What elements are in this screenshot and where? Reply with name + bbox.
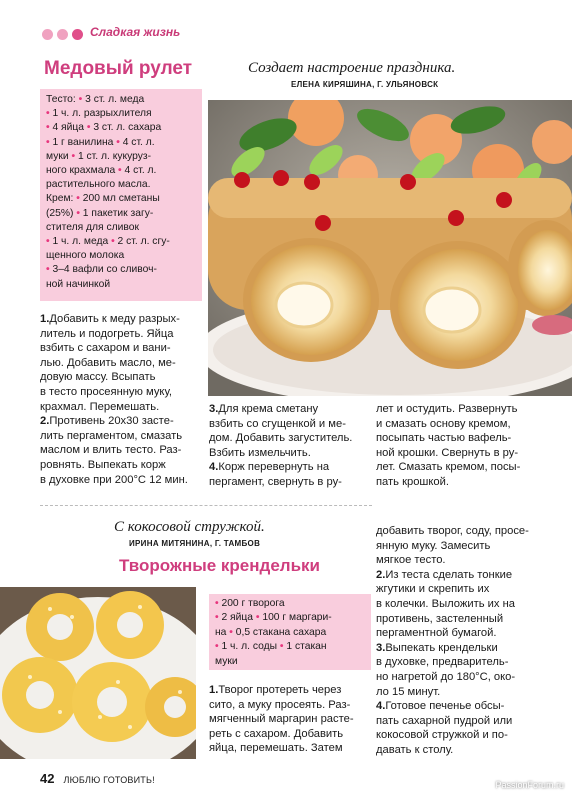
recipe1-steps-column1 <box>40 312 200 487</box>
step-line <box>376 568 544 583</box>
bullet-icon: • <box>46 236 50 248</box>
bullet-icon: • <box>46 136 50 148</box>
ingredient-text: щенного молока <box>46 250 125 262</box>
ingredient-line <box>215 611 365 625</box>
recipe1-steps-column2 <box>209 402 369 490</box>
step-text: взбить с сахаром и вани- <box>40 342 171 355</box>
ingredient-text: 200 мл сметаны <box>79 193 160 205</box>
bullet-icon: • <box>46 108 50 120</box>
step-text: крахмал. Перемешать. <box>40 400 160 413</box>
ingredient-line <box>46 136 196 150</box>
step-line <box>376 402 544 417</box>
step-line <box>376 685 544 700</box>
magazine-name: ЛЮБЛЮ ГОТОВИТЬ! <box>63 775 155 785</box>
ingredient-text: на <box>215 626 230 638</box>
step-number: 3. <box>209 403 219 415</box>
step-line <box>376 582 544 597</box>
bullet-icon: • <box>78 94 83 105</box>
ingredient-text: 3–4 вафли со сливоч- <box>49 264 157 276</box>
step-text: мягченный маргарин расте- <box>209 713 354 726</box>
step-text: посыпать частью вафель- <box>376 432 512 445</box>
step-line <box>376 460 544 475</box>
step-line <box>376 743 544 758</box>
recipe1-steps-column3 <box>376 402 544 490</box>
ingredient-text: 0,5 стакана сахара <box>232 626 327 638</box>
step-line <box>376 612 544 627</box>
ingredient-text: 2 ст. л. сгу- <box>114 236 170 248</box>
ingredient-line <box>46 178 196 192</box>
step-line <box>376 641 544 656</box>
watermark: PassionForum.ru <box>495 780 564 790</box>
step-line <box>209 460 369 475</box>
ingredient-line <box>46 107 196 121</box>
recipe2-steps-column1 <box>209 683 369 756</box>
roll-photo <box>208 100 572 396</box>
ingredient-text: 1 ст. л. кукуруз- <box>75 150 152 162</box>
ingredient-line <box>215 640 365 654</box>
bullet-icon: • <box>71 150 76 162</box>
bullet-icon: • <box>215 641 219 653</box>
recipe1-title: Медовый рулет <box>44 58 193 79</box>
step-text: Творог протереть через <box>218 684 342 696</box>
step-text: кокосовой стружкой и по- <box>376 729 508 742</box>
recipe2-subtitle: С кокосовой стружкой. <box>114 519 265 535</box>
ingredient-line <box>46 278 196 292</box>
step-text: ной крошки. Свернуть в ру- <box>376 446 519 459</box>
bullet-icon: • <box>255 612 260 624</box>
ingredient-line <box>46 164 196 178</box>
step-text: пать сахарной пудрой или <box>376 714 513 727</box>
ingredient-text: 1 ч. л. меда <box>49 236 112 248</box>
ingredient-text: 1 ч. л. соды <box>218 641 280 653</box>
ingredient-text: стителя для сливок <box>46 221 139 233</box>
step-line <box>376 728 544 743</box>
ingredient-text: 3 ст. л. меда <box>82 94 145 105</box>
bullet-icon: • <box>76 207 80 219</box>
ingredient-line <box>46 93 196 107</box>
step-line <box>40 414 200 429</box>
bullet-icon: • <box>46 264 50 276</box>
step-line <box>376 553 544 568</box>
step-text: ровнять. Выпекать корж <box>40 458 166 471</box>
step-number: 4. <box>376 700 386 713</box>
step-text: реть с сахаром. Добавить <box>209 727 344 740</box>
ingredient-line <box>46 121 196 135</box>
step-line <box>40 356 200 371</box>
ingredient-text: Крем: <box>46 193 77 205</box>
step-line <box>40 341 200 356</box>
step-text: Готовое печенье обсы- <box>385 700 505 713</box>
bullet-icon: • <box>76 193 80 205</box>
step-text: Корж перевернуть на <box>218 461 330 474</box>
step-text: литель и подогреть. Яйца <box>40 327 174 340</box>
pretzel-photo <box>0 587 196 759</box>
step-number: 4. <box>209 461 219 474</box>
step-text: лью. Добавить масло, ме- <box>40 356 176 369</box>
step-text: в духовке при 200°С 12 мин. <box>40 473 188 486</box>
bullet-icon: • <box>215 598 219 609</box>
ingredient-text: 3 ст. л. сахара <box>90 122 162 134</box>
ingredient-line <box>46 263 196 277</box>
page-number: 42 <box>40 771 55 786</box>
step-text: пергамент, свернуть в ру- <box>209 475 342 488</box>
bullet-icon: • <box>118 165 122 177</box>
ingredient-text: 200 г творога <box>218 598 285 609</box>
step-text: маслом и влить тесто. Раз- <box>40 444 182 457</box>
step-text: давать к столу. <box>376 743 454 756</box>
ingredient-text: муки <box>215 655 238 667</box>
step-text: Выпекать крендельки <box>385 641 498 654</box>
step-text: в колечки. Выложить их на <box>376 597 516 610</box>
step-text: Для крема сметану <box>218 403 319 415</box>
step-text: Взбить измельчить. <box>209 446 311 459</box>
step-line <box>209 446 369 461</box>
step-text: в духовке, предваритель- <box>376 656 509 669</box>
step-text: яйца, перемешать. Затем <box>209 742 343 755</box>
ingredient-line <box>46 221 196 235</box>
bullet-icon: • <box>229 626 233 638</box>
step-number: 1. <box>40 313 50 325</box>
ingredient-line <box>46 207 196 221</box>
ingredient-text: 100 г маргари- <box>259 612 332 624</box>
step-text: довую массу. Всыпать <box>40 371 156 384</box>
dot-decoration <box>72 29 83 40</box>
step-line <box>40 327 200 342</box>
step-text: лет. Смазать кремом, посы- <box>376 461 521 474</box>
step-text: Из теста сделать тонкие <box>385 568 513 581</box>
step-line <box>376 431 544 446</box>
step-line <box>209 402 369 417</box>
step-text: ло 15 минут. <box>376 685 441 698</box>
ingredient-text: Тесто: <box>46 94 79 105</box>
step-line <box>376 597 544 612</box>
step-text: добавить творог, соду, просе- <box>376 525 529 537</box>
ingredient-text: 4 ст. л. <box>121 165 157 177</box>
step-line <box>376 417 544 432</box>
step-text: в тесто просеянную муку, <box>40 385 173 398</box>
ingredient-line <box>46 192 196 206</box>
step-line <box>40 473 200 488</box>
bullet-icon: • <box>86 122 91 134</box>
step-text: лить пергаментом, смазать <box>40 429 183 442</box>
ingredient-text: 4 яйца <box>49 122 87 134</box>
recipe2-steps-column2 <box>376 524 544 758</box>
recipe1-author: ЕЛЕНА КИРЯШИНА, Г. УЛЬЯНОВСК <box>291 80 439 89</box>
step-number: 1. <box>209 684 219 696</box>
step-line <box>209 727 369 742</box>
recipe1-subtitle: Создает настроение праздника. <box>248 60 456 76</box>
page-footer <box>40 771 155 786</box>
step-text: дом. Добавить загуститель. <box>209 432 353 445</box>
step-text: пергаментной бумагой. <box>376 627 497 640</box>
step-text: но нагретой до 180°С, око- <box>376 670 516 683</box>
ingredient-line <box>46 150 196 164</box>
step-text: взбить со сгущенкой и ме- <box>209 417 346 430</box>
bullet-icon: • <box>116 136 120 148</box>
step-number: 2. <box>376 568 386 581</box>
bullet-icon: • <box>215 612 219 624</box>
ingredient-line <box>46 249 196 263</box>
step-number: 3. <box>376 641 386 654</box>
step-line <box>376 539 544 554</box>
ingredient-text: (25%) <box>46 207 77 219</box>
bullet-icon: • <box>279 641 284 653</box>
section-dots <box>42 29 83 40</box>
step-text: Противень 20х30 застe- <box>49 415 174 428</box>
step-line <box>376 699 544 714</box>
step-text: и смазать основу кремом, <box>376 417 511 430</box>
bullet-icon: • <box>46 122 50 134</box>
step-line <box>209 475 369 490</box>
dot-decoration <box>42 29 53 40</box>
ingredient-text: 1 ч. л. разрыхлителя <box>49 108 152 120</box>
ingredient-line <box>215 655 365 669</box>
ingredient-text: 4 ст. л. <box>119 136 155 148</box>
ingredient-text: ного крахмала <box>46 165 119 177</box>
step-line <box>376 714 544 729</box>
step-text: мягкое тесто. <box>376 554 446 567</box>
step-line <box>376 655 544 670</box>
step-line <box>209 417 369 432</box>
step-text: сито, а муку просеять. Раз- <box>209 698 351 711</box>
step-text: янную муку. Замесить <box>376 539 491 552</box>
step-line <box>40 370 200 385</box>
step-line <box>376 446 544 461</box>
step-line <box>209 683 369 698</box>
ingredient-text: 1 г ванилина <box>49 136 117 148</box>
ingredient-line <box>215 626 365 640</box>
step-line <box>40 385 200 400</box>
section-title: Сладкая жизнь <box>90 25 181 39</box>
step-line <box>376 475 544 490</box>
step-text: пать крошкой. <box>376 475 450 488</box>
step-line <box>40 458 200 473</box>
recipe1-ingredients <box>40 89 202 301</box>
step-text: Добавить к меду разрых- <box>49 313 180 325</box>
step-line <box>376 670 544 685</box>
step-line <box>40 443 200 458</box>
step-line <box>376 524 544 539</box>
step-text: лет и остудить. Развернуть <box>376 403 518 415</box>
recipe2-author: ИРИНА МИТЯНИНА, Г. ТАМБОВ <box>129 539 261 548</box>
step-text: противень, застеленный <box>376 612 504 625</box>
step-line <box>40 429 200 444</box>
ingredient-text: растительного масла. <box>46 179 151 191</box>
dot-decoration <box>57 29 68 40</box>
ingredient-text: 2 яйца <box>218 612 256 624</box>
bullet-icon: • <box>111 236 115 248</box>
section-divider <box>40 505 372 506</box>
step-line <box>376 626 544 641</box>
ingredient-line <box>46 235 196 249</box>
recipe2-ingredients <box>209 594 371 670</box>
step-text: жгутики и скрепить их <box>376 583 490 596</box>
ingredient-text: 1 пакетик загу- <box>79 207 154 219</box>
step-line <box>209 712 369 727</box>
ingredient-text: 1 стакан <box>283 641 327 653</box>
step-line <box>209 741 369 756</box>
ingredient-text: муки <box>46 150 72 162</box>
step-line <box>209 431 369 446</box>
step-line <box>40 400 200 415</box>
step-line <box>40 312 200 327</box>
ingredient-text: ной начинкой <box>46 278 111 290</box>
step-number: 2. <box>40 415 50 428</box>
step-line <box>209 698 369 713</box>
recipe2-title: Творожные крендельки <box>119 556 320 575</box>
ingredient-line <box>215 597 365 611</box>
